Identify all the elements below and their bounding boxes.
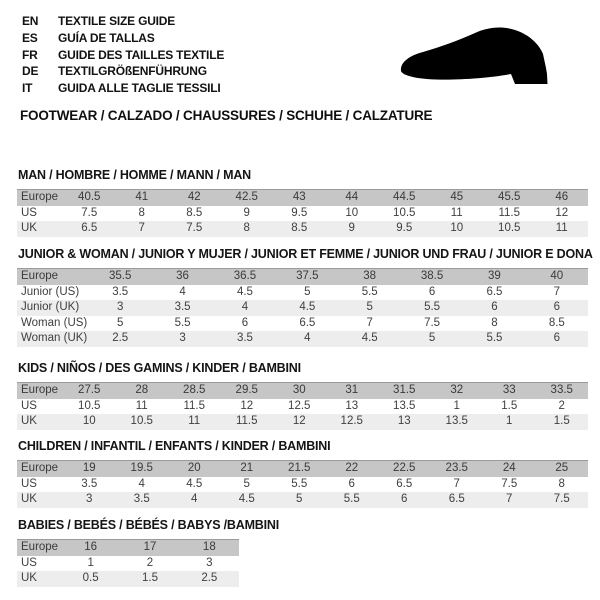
size-cell: 7.5 [63,206,116,222]
size-cell: 46 [536,190,589,206]
size-cell: 7 [526,285,588,301]
table-row [17,331,588,347]
size-cell: 44.5 [378,190,431,206]
size-cell: 8 [116,206,169,222]
size-cell: 24 [483,461,536,477]
size-cell: 38.5 [401,269,463,285]
section-junior-woman [17,247,593,347]
row-label: UK [17,221,63,237]
table-row [17,221,588,237]
row-label: Woman (UK) [17,331,89,347]
size-cell: 36 [151,269,213,285]
size-cell: 8.5 [273,221,326,237]
size-cell: 2.5 [89,331,151,347]
size-cell: 18 [180,540,239,556]
size-table-children [17,460,588,508]
size-cell: 4.5 [168,477,221,493]
size-cell: 4.5 [339,331,401,347]
size-cell: 7 [339,316,401,332]
size-cell: 4.5 [221,492,274,508]
table-row [17,316,588,332]
size-cell: 22.5 [378,461,431,477]
size-cell: 3.5 [116,492,169,508]
table-row [17,285,588,301]
table-row [17,556,239,572]
size-cell: 25 [536,461,589,477]
language-list [22,13,224,97]
size-cell: 12 [221,399,274,415]
size-cell: 5 [401,331,463,347]
size-cell: 7.5 [168,221,221,237]
size-cell: 6 [401,285,463,301]
size-cell: 6.5 [463,285,525,301]
size-cell: 36.5 [214,269,276,285]
section-children [17,439,588,508]
size-cell: 37.5 [276,269,338,285]
size-cell: 1 [483,414,536,430]
size-cell: 11.5 [221,414,274,430]
size-cell: 5.5 [339,285,401,301]
language-code: DE [22,64,39,79]
row-label: US [17,477,63,493]
size-cell: 7.5 [483,477,536,493]
language-label: GUIDE DES TAILLES TEXTILE [58,47,225,62]
size-cell: 4.5 [214,285,276,301]
size-cell: 12 [536,206,589,222]
size-cell: 3.5 [89,285,151,301]
size-cell: 11 [168,414,221,430]
row-label: US [17,206,63,222]
size-cell: 40.5 [63,190,116,206]
size-cell: 1 [431,399,484,415]
table-row [17,414,588,430]
size-cell: 20 [168,461,221,477]
size-cell: 5.5 [401,300,463,316]
size-cell: 6 [526,331,588,347]
dress-shoe-icon [397,24,573,92]
size-cell: 11 [431,206,484,222]
size-cell: 6 [378,492,431,508]
table-row [17,206,588,222]
language-row [22,47,224,64]
size-cell: 13 [326,399,379,415]
row-label: US [17,556,61,572]
size-cell: 32 [431,383,484,399]
size-cell: 10.5 [116,414,169,430]
section-man [17,168,588,237]
size-cell: 7.5 [536,492,589,508]
size-cell: 8.5 [526,316,588,332]
size-cell: 6 [526,300,588,316]
size-cell: 13.5 [378,399,431,415]
size-cell: 5.5 [273,477,326,493]
language-row [22,30,224,47]
row-label: Europe [17,383,63,399]
row-label: UK [17,492,63,508]
size-cell: 11 [116,399,169,415]
size-cell: 40 [526,269,588,285]
language-code: IT [22,81,33,96]
language-code: FR [22,47,38,62]
size-cell: 5.5 [463,331,525,347]
table-row [17,571,239,587]
size-cell: 8 [463,316,525,332]
size-cell: 11 [536,221,589,237]
size-cell: 6.5 [378,477,431,493]
size-cell: 12.5 [326,414,379,430]
size-cell: 5 [89,316,151,332]
size-cell: 42 [168,190,221,206]
size-cell: 38 [339,269,401,285]
size-cell: 3 [63,492,116,508]
size-cell: 10 [326,206,379,222]
size-cell: 3.5 [151,300,213,316]
size-table-junior-woman [17,268,588,347]
size-cell: 42.5 [221,190,274,206]
size-cell: 4 [151,285,213,301]
table-row [17,492,588,508]
table-row [17,269,588,285]
size-cell: 5 [276,285,338,301]
size-cell: 2.5 [180,571,239,587]
size-cell: 6 [326,477,379,493]
size-cell: 45.5 [483,190,536,206]
size-cell: 6.5 [63,221,116,237]
size-table-man [17,189,588,237]
section-title: JUNIOR & WOMAN / JUNIOR Y MUJER / JUNIOR ET FEMME / JUNIOR UND FRAU / JUNIOR E DONA [18,247,593,261]
row-label: Junior (US) [17,285,89,301]
size-cell: 4 [214,300,276,316]
size-cell: 19.5 [116,461,169,477]
size-cell: 6.5 [431,492,484,508]
size-cell: 30 [273,383,326,399]
size-cell: 21 [221,461,274,477]
size-cell: 5.5 [151,316,213,332]
size-cell: 35.5 [89,269,151,285]
table-row [17,477,588,493]
size-cell: 28 [116,383,169,399]
row-label: Woman (US) [17,316,89,332]
table-row [17,399,588,415]
size-cell: 6 [463,300,525,316]
size-cell: 8 [536,477,589,493]
size-table-kids [17,382,588,430]
size-cell: 41 [116,190,169,206]
size-cell: 39 [463,269,525,285]
row-label: Junior (UK) [17,300,89,316]
size-cell: 0.5 [61,571,120,587]
size-cell: 33.5 [536,383,589,399]
size-cell: 22 [326,461,379,477]
size-cell: 12 [273,414,326,430]
row-label: Europe [17,190,63,206]
size-cell: 3 [180,556,239,572]
size-cell: 3.5 [214,331,276,347]
size-cell: 10.5 [378,206,431,222]
size-cell: 8.5 [168,206,221,222]
size-cell: 44 [326,190,379,206]
table-row [17,540,239,556]
row-label: UK [17,414,63,430]
language-row [22,13,224,30]
category-title: FOOTWEAR / CALZADO / CHAUSSURES / SCHUHE / CALZATURE [20,108,433,123]
size-cell: 5 [273,492,326,508]
size-cell: 23.5 [431,461,484,477]
table-row [17,190,588,206]
language-label: TEXTILGRÖßENFÜHRUNG [58,64,207,79]
size-cell: 29.5 [221,383,274,399]
size-cell: 6 [214,316,276,332]
size-cell: 5 [339,300,401,316]
size-cell: 5 [221,477,274,493]
size-cell: 13 [378,414,431,430]
size-cell: 1.5 [483,399,536,415]
size-cell: 10.5 [483,221,536,237]
size-cell: 31.5 [378,383,431,399]
size-cell: 3 [89,300,151,316]
size-cell: 6.5 [276,316,338,332]
size-cell: 1 [61,556,120,572]
size-cell: 11.5 [168,399,221,415]
section-title: BABIES / BEBÉS / BÉBÉS / BABYS /BAMBINI [18,518,279,532]
size-cell: 2 [536,399,589,415]
size-cell: 13.5 [431,414,484,430]
size-cell: 7 [116,221,169,237]
size-cell: 27.5 [63,383,116,399]
table-row [17,383,588,399]
row-label: Europe [17,269,89,285]
table-row [17,461,588,477]
row-label: Europe [17,540,61,556]
language-code: EN [22,14,39,28]
size-cell: 1.5 [120,571,179,587]
section-title: MAN / HOMBRE / HOMME / MANN / MAN [18,168,251,182]
language-row [22,63,224,80]
size-cell: 33 [483,383,536,399]
size-cell: 10 [431,221,484,237]
size-cell: 7 [431,477,484,493]
language-label: TEXTILE SIZE GUIDE [58,14,176,28]
size-cell: 45 [431,190,484,206]
language-label: GUÍA DE TALLAS [58,30,155,45]
size-cell: 9.5 [273,206,326,222]
size-cell: 4 [276,331,338,347]
size-cell: 9.5 [378,221,431,237]
language-row [22,80,224,97]
size-cell: 10.5 [63,399,116,415]
language-code: ES [22,30,38,45]
size-cell: 17 [120,540,179,556]
language-label: GUIDA ALLE TAGLIE TESSILI [58,81,221,96]
size-cell: 3 [151,331,213,347]
size-cell: 3.5 [63,477,116,493]
section-title: CHILDREN / INFANTIL / ENFANTS / KINDER / BAMBINI [18,439,331,453]
size-cell: 8 [221,221,274,237]
size-cell: 1.5 [536,414,589,430]
size-cell: 5.5 [326,492,379,508]
row-label: US [17,399,63,415]
size-cell: 21.5 [273,461,326,477]
size-cell: 19 [63,461,116,477]
size-cell: 7.5 [401,316,463,332]
section-kids [17,361,588,430]
size-cell: 28.5 [168,383,221,399]
size-cell: 7 [483,492,536,508]
row-label: UK [17,571,61,587]
size-cell: 43 [273,190,326,206]
size-cell: 12.5 [273,399,326,415]
size-cell: 10 [63,414,116,430]
size-cell: 11.5 [483,206,536,222]
size-cell: 9 [326,221,379,237]
size-cell: 4 [168,492,221,508]
size-cell: 4.5 [276,300,338,316]
table-row [17,300,588,316]
size-table-babies [17,539,239,587]
section-title: KIDS / NIÑOS / DES GAMINS / KINDER / BAMBINI [18,361,301,375]
size-cell: 9 [221,206,274,222]
size-cell: 2 [120,556,179,572]
size-cell: 4 [116,477,169,493]
section-babies [17,518,279,587]
row-label: Europe [17,461,63,477]
size-cell: 16 [61,540,120,556]
size-cell: 31 [326,383,379,399]
